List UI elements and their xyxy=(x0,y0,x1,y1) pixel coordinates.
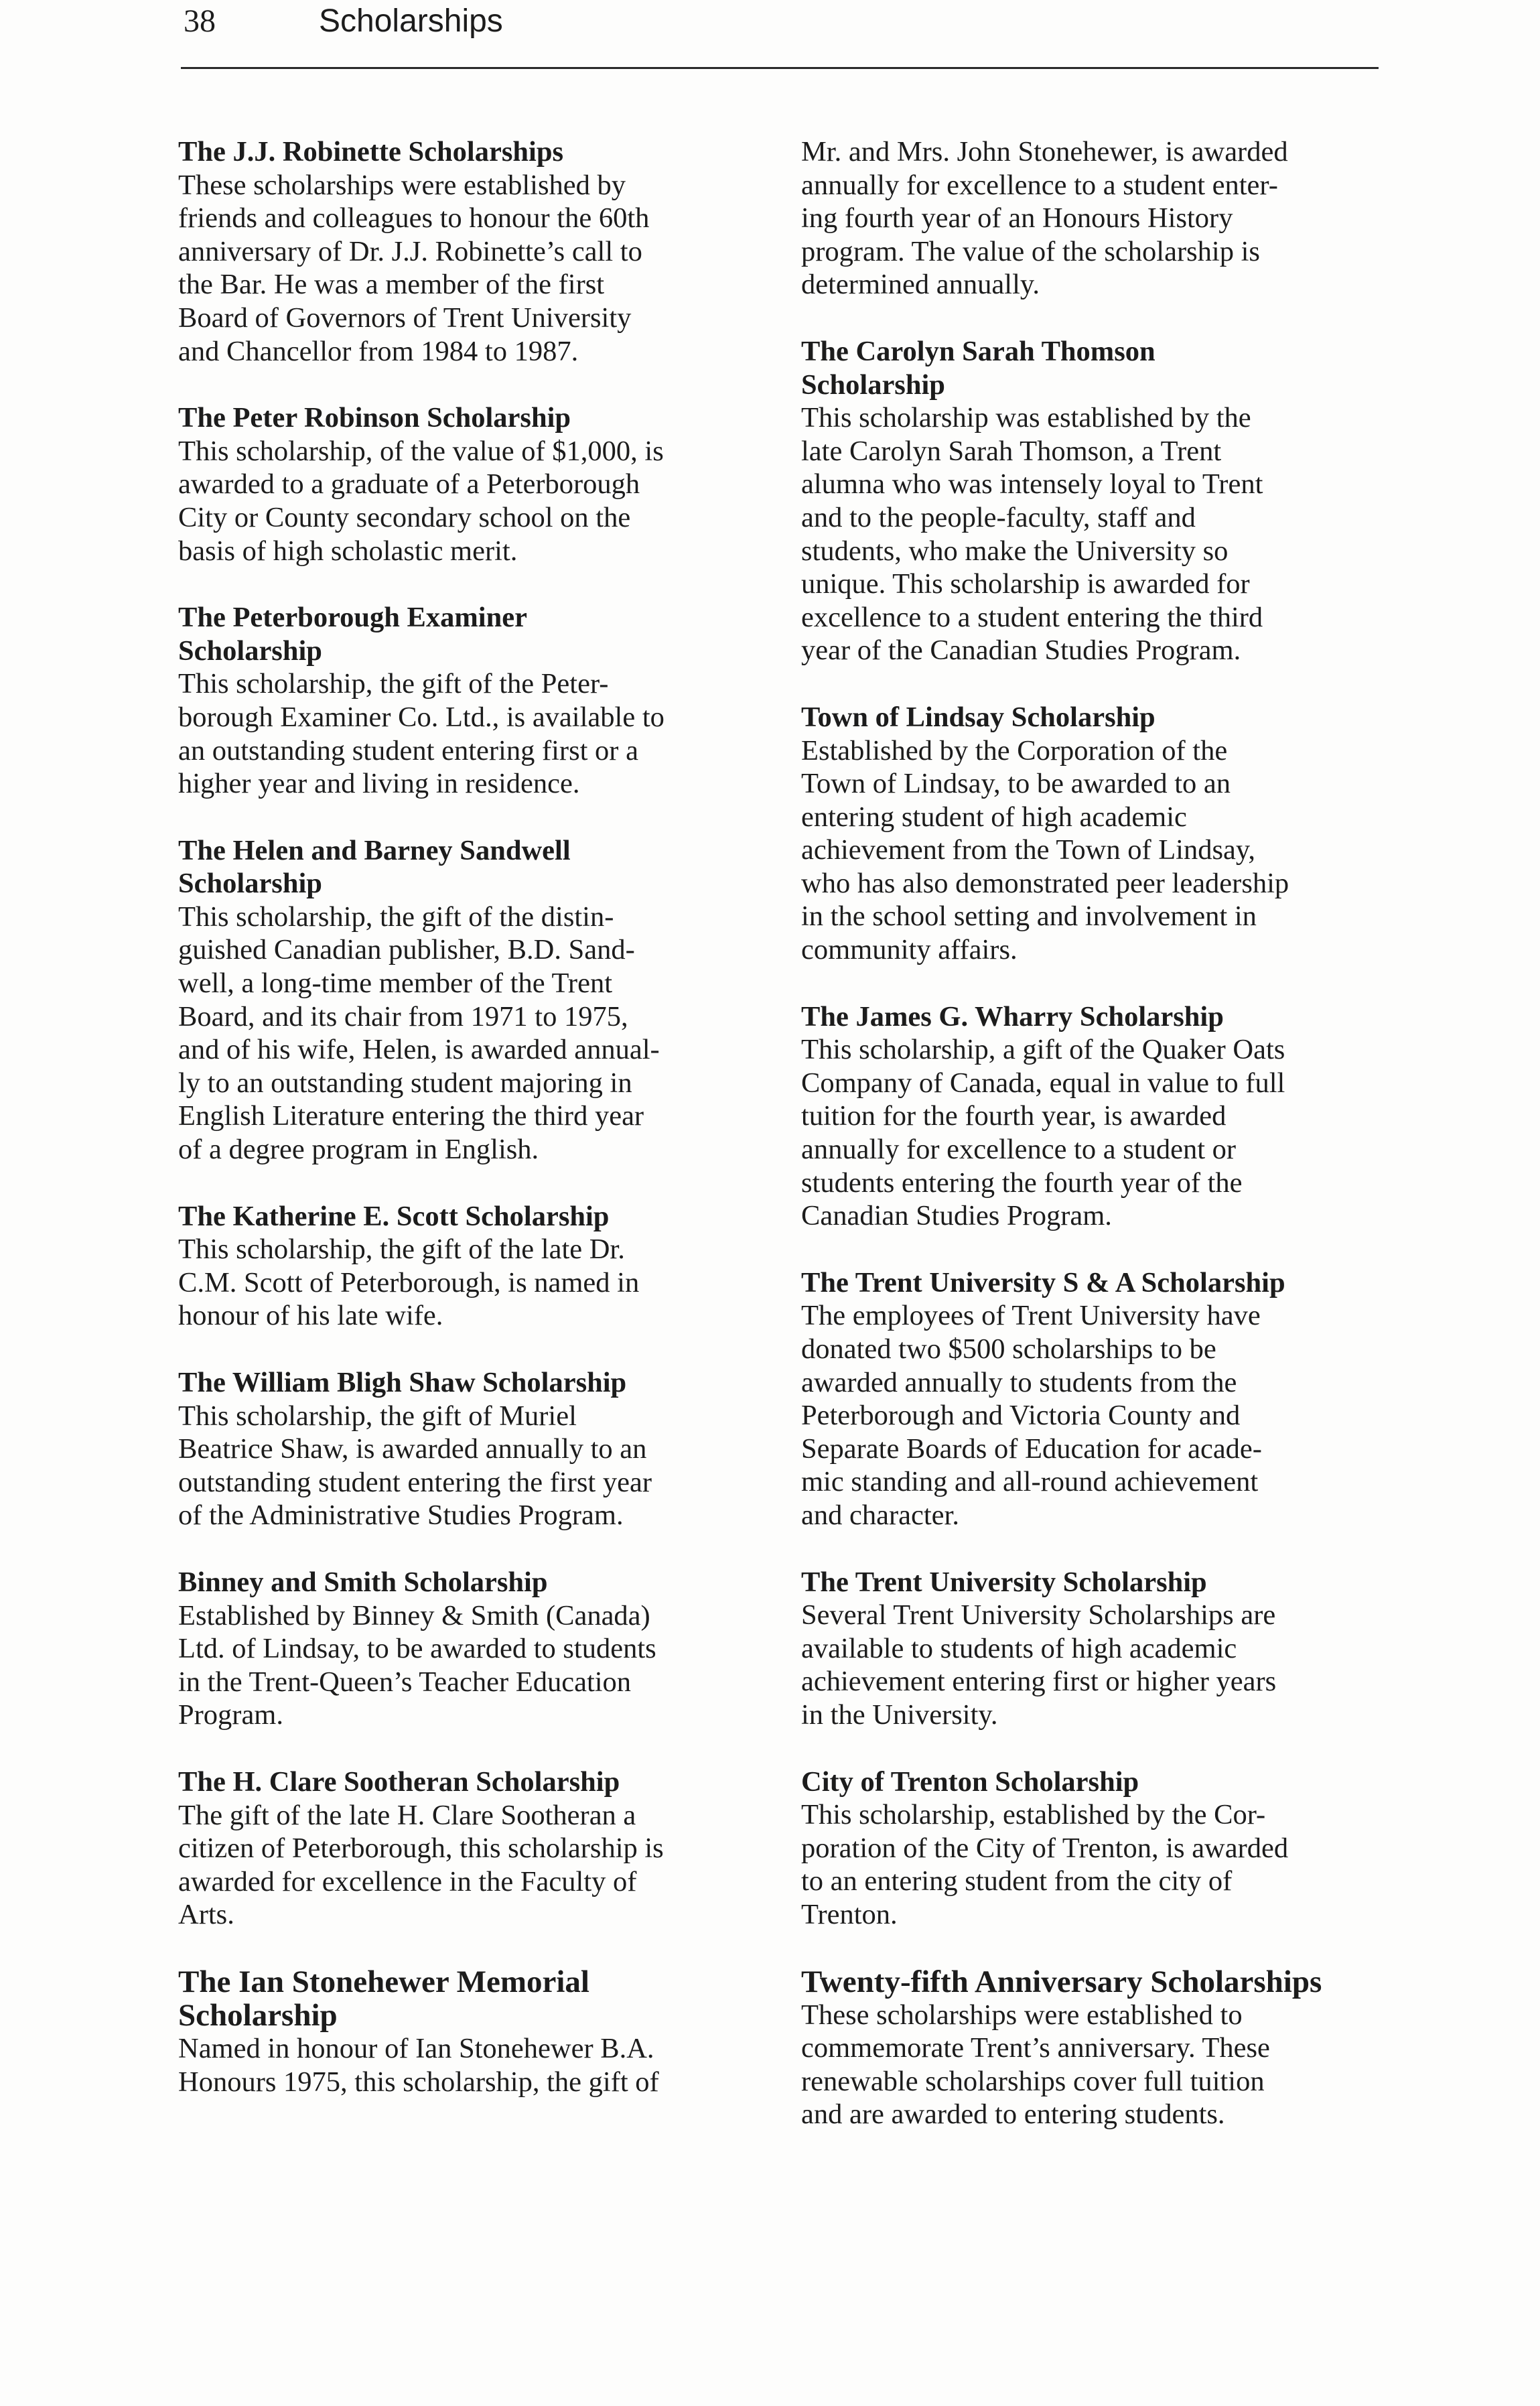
scholarship-title: The Carolyn Sarah Thomson Scholarship xyxy=(801,335,1156,401)
scholarship-title: Binney and Smith Scholarship xyxy=(178,1566,548,1598)
scholarship-title: The J.J. Robinette Scholarships xyxy=(178,136,563,168)
left-column xyxy=(178,135,768,2132)
scholarship-entry xyxy=(801,1765,1391,1932)
scholarship-description: Mr. and Mrs. John Stonehewer, is awarded annually for excellence to a student enter- ing fourth year of an Honours History program. The value of the scholarship is determined annually. xyxy=(801,136,1288,301)
scholarship-title: The Ian Stonehewer Memorial Scholarship xyxy=(178,1964,589,2033)
page-number: 38 xyxy=(184,3,216,39)
scholarship-title: City of Trenton Scholarship xyxy=(801,1765,1139,1798)
scholarship-description: Several Trent University Scholarships are available to students of high academic achievement entering first or higher years in the University. xyxy=(801,1599,1277,1731)
scholarship-description: The gift of the late H. Clare Sootheran a citizen of Peterborough, this scholarship is awarded for excellence in the Faculty of Arts. xyxy=(178,1799,664,1931)
page-header xyxy=(181,0,1380,70)
scholarship-description: The employees of Trent University have donated two $500 scholarships to be awarded annually to students from the Peterborough and Victoria County and Separate Boards of Education for acade- mic standing and all-round achievement and character. xyxy=(801,1300,1262,1531)
scholarship-entry xyxy=(178,1366,768,1532)
scholarship-entry xyxy=(178,834,768,1166)
scholarship-title: The Trent University Scholarship xyxy=(801,1566,1207,1598)
scholarship-title: The Trent University S & A Scholarship xyxy=(801,1266,1285,1298)
scholarship-entry xyxy=(178,1965,768,2098)
scholarship-description: This scholarship, established by the Cor- poration of the City of Trenton, is awarded to an entering student from the city of Trenton. xyxy=(801,1799,1289,1930)
scholarship-entry xyxy=(801,1266,1391,1532)
scholarship-title: The Peter Robinson Scholarship xyxy=(178,402,571,434)
scholarship-title: The Helen and Barney Sandwell Scholarship xyxy=(178,834,571,900)
scholarship-description: This scholarship, a gift of the Quaker Oats Company of Canada, equal in value to full tuition for the fourth year, is awarded annually for excellence to a student or students entering the fourth year of the Canadian Studies Program. xyxy=(801,1034,1285,1232)
scholarship-description: These scholarships were established to commemorate Trent’s anniversary. These renewable scholarships cover full tuition and are awarded to entering students. xyxy=(801,1999,1270,2131)
scholarship-entry xyxy=(178,1765,768,1932)
scholarship-entry xyxy=(801,335,1391,667)
scholarship-description: These scholarships were established by friends and colleagues to honour the 60th anniversary of Dr. J.J. Robinette’s call to the Bar. He was a member of the first Board of Governors of Trent University and Chancellor from 1984 to 1987. xyxy=(178,169,650,367)
scholarship-description: This scholarship, the gift of the late Dr. C.M. Scott of Peterborough, is named in honour of his late wife. xyxy=(178,1233,640,1332)
scholarship-description: This scholarship, the gift of the distin- guished Canadian publisher, B.D. Sand- well, a long-time member of the Trent Board, and its chair from 1971 to 1975, and of his wife, Helen, is awarded annual- ly to an outstanding student majoring in English Literature entering the third year of a degree program in English. xyxy=(178,900,660,1166)
scholarship-entry xyxy=(178,601,768,801)
scholarship-entry xyxy=(178,1566,768,1732)
scholarship-description: This scholarship, of the value of $1,000, is awarded to a graduate of a Peterborough City or County secondary school on the basis of high scholastic merit. xyxy=(178,435,664,567)
scholarship-entry xyxy=(801,1566,1391,1732)
scholarship-description: Established by the Corporation of the Town of Lindsay, to be awarded to an entering student of high academic achievement from the Town of Lindsay, who has also demonstrated peer leadership in the school setting and involvement in community affairs. xyxy=(801,734,1289,966)
scholarship-description: This scholarship, the gift of Muriel Beatrice Shaw, is awarded annually to an outstanding student entering the first year of the Administrative Studies Program. xyxy=(178,1400,652,1532)
scholarship-description: This scholarship, the gift of the Peter- borough Examiner Co. Ltd., is available to an outstanding student entering first or a higher year and living in residence. xyxy=(178,668,664,800)
scholarship-description: Named in honour of Ian Stonehewer B.A. Honours 1975, this scholarship, the gift of xyxy=(178,2032,659,2098)
scholarship-description: Established by Binney & Smith (Canada) Ltd. of Lindsay, to be awarded to students in the Trent-Queen’s Teacher Education Program. xyxy=(178,1599,656,1731)
scholarship-title: The Katherine E. Scott Scholarship xyxy=(178,1200,610,1232)
scholarship-entry xyxy=(801,1000,1391,1233)
scholarship-title: Town of Lindsay Scholarship xyxy=(801,701,1156,733)
section-title: Scholarships xyxy=(319,3,503,39)
scholarship-entry xyxy=(801,1965,1391,2131)
scholarship-title: The Peterborough Examiner Scholarship xyxy=(178,602,527,667)
scholarship-title: The William Bligh Shaw Scholarship xyxy=(178,1367,627,1398)
scholarship-entry-continued xyxy=(801,135,1391,302)
scholarship-title: The H. Clare Sootheran Scholarship xyxy=(178,1765,620,1798)
header-rule xyxy=(181,67,1379,69)
scholarship-entry xyxy=(178,1200,768,1333)
scholarship-entry xyxy=(178,135,768,368)
scholarship-entry xyxy=(801,701,1391,967)
scholarship-description: This scholarship was established by the late Carolyn Sarah Thomson, a Trent alumna who was intensely loyal to Trent and to the people-faculty, staff and students, who make the University so unique. This scholarship is awarded for excellence to a student entering the third year of the Canadian Studies Program. xyxy=(801,402,1263,667)
scholarship-entry xyxy=(178,401,768,567)
scholarship-title: Twenty-fifth Anniversary Scholarships xyxy=(801,1964,1322,1999)
right-column xyxy=(801,135,1391,2165)
scholarship-title: The James G. Wharry Scholarship xyxy=(801,1000,1224,1032)
